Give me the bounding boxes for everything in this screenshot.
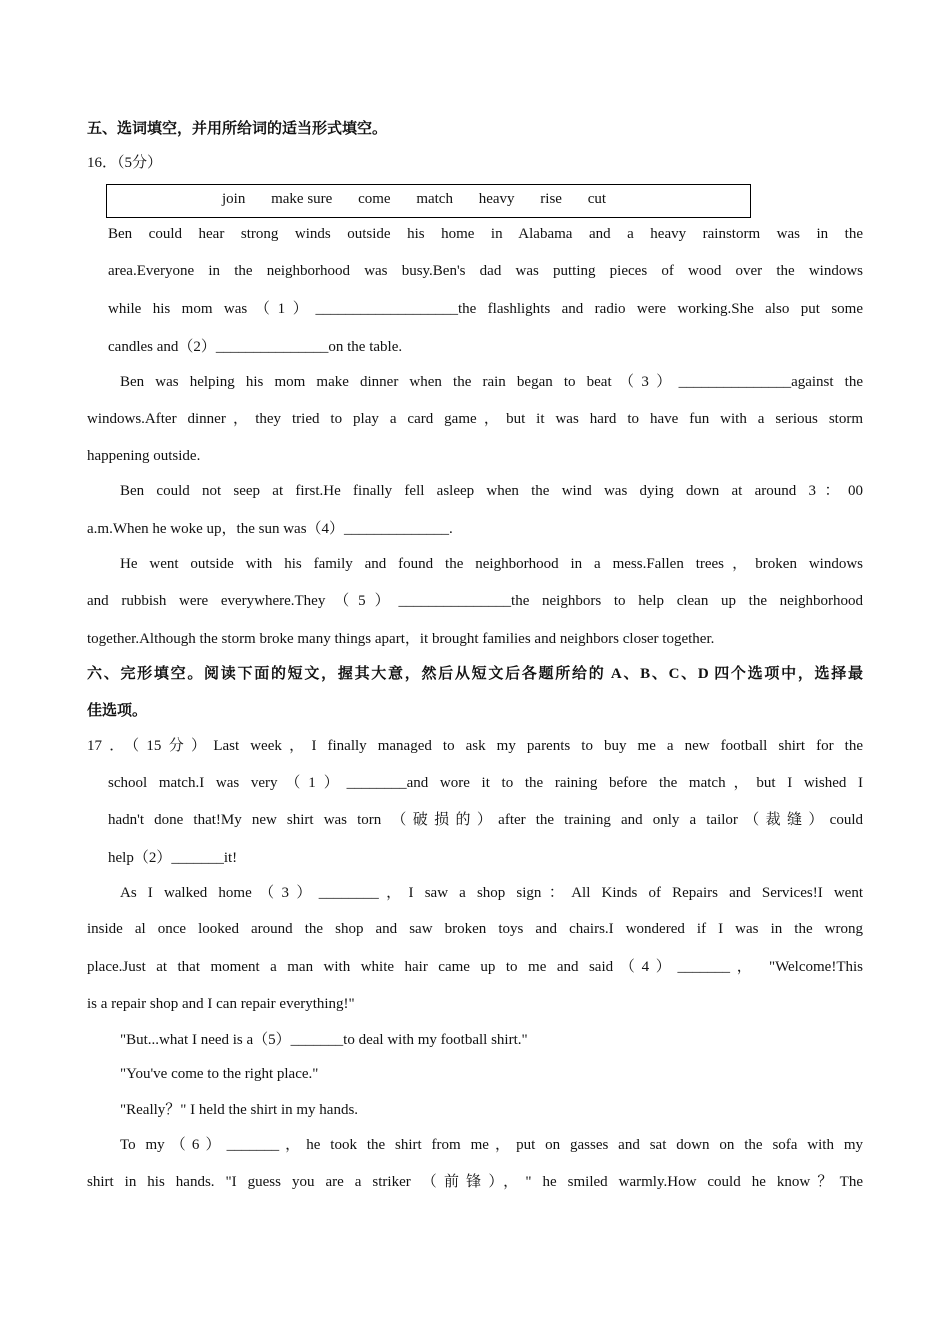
passage-17-line: place.Just at that moment a man with white hair came up to me and said（4）_______， "Welcome!This [87, 959, 863, 975]
word-bank-item: come [358, 191, 391, 207]
word-bank-item: join [222, 191, 246, 207]
passage-16-line: Ben was helping his mom make dinner when the rain began to beat（3）_______________against the [120, 374, 863, 390]
section-6-heading-cont: 佳选项。 [87, 703, 148, 719]
passage-17-line: "But...what I need is a（5）_______to deal with my football shirt." [120, 1032, 528, 1048]
passage-17-line: As I walked home（3）________，I saw a shop sign：All Kinds of Repairs and Services!I went [120, 885, 863, 901]
passage-16-line: He went outside with his family and found the neighborhood in a mess.Fallen trees，broken windows [120, 556, 863, 572]
question-16-number: 16．（5分） [87, 155, 163, 171]
passage-16-line: windows.After dinner，they tried to play a card game，but it was hard to have fun with a serious storm [87, 411, 863, 427]
word-bank-item: cut [587, 191, 607, 207]
word-bank-item: make sure [271, 191, 333, 207]
passage-16-line: a.m.When he woke up，the sun was（4）______________. [87, 521, 453, 537]
passage-17-line: school match.I was very（1）________and wore it to the raining before the match，but I wished I [108, 775, 863, 791]
passage-16-line: Ben could hear strong winds outside his home in Alabama and a heavy rainstorm was in the [108, 226, 863, 242]
passage-16-line: happening outside. [87, 448, 201, 464]
passage-16-line: Ben could not seep at first.He finally fell asleep when the wind was dying down at around 3：00 [120, 483, 863, 499]
passage-16-line: area.Everyone in the neighborhood was busy.Ben's dad was putting pieces of wood over the windows [108, 263, 863, 279]
word-bank-item: rise [540, 191, 562, 207]
word-bank [222, 189, 606, 209]
passage-17-line: "You've come to the right place." [120, 1066, 319, 1082]
section-6-heading: 六、完形填空。阅读下面的短文，握其大意，然后从短文后各题所给的 A、B、C、D 四个选项中，选择最 [87, 666, 863, 682]
passage-17-line: "Really？" I held the shirt in my hands. [120, 1102, 359, 1118]
passage-16-line: and rubbish were everywhere.They（5）_______________the neighbors to help clean up the neighborhood [87, 593, 863, 609]
section-5-heading: 五、选词填空，并用所给词的适当形式填空。 [87, 121, 388, 137]
passage-17-line: 17．（15分）Last week，I finally managed to ask my parents to buy me a new football shirt for the [87, 738, 863, 754]
word-bank-item: heavy [478, 191, 515, 207]
passage-16-line: while his mom was（1）___________________the flashlights and radio were working.She also put some [108, 301, 863, 317]
passage-17-line: help（2）_______it! [108, 850, 238, 866]
passage-17-line: shirt in his hands. "I guess you are a striker （前锋），" he smiled warmly.How could he know？The [87, 1174, 863, 1190]
word-bank-item: match [416, 191, 453, 207]
passage-16-line: together.Although the storm broke many things apart，it brought families and neighbors closer together. [87, 631, 715, 647]
passage-17-line: is a repair shop and I can repair everything!" [87, 996, 355, 1012]
passage-17-line: hadn't done that!My new shirt was torn （破损的）after the training and only a tailor（裁缝）could [108, 812, 863, 828]
passage-16-line: candles and（2）_______________on the table. [108, 339, 403, 355]
passage-17-line: To my（6）_______，he took the shirt from me，put on gasses and sat down on the sofa with my [120, 1137, 863, 1153]
passage-17-line: inside al once looked around the shop and saw broken toys and chairs.I wondered if I was in the wrong [87, 921, 863, 937]
